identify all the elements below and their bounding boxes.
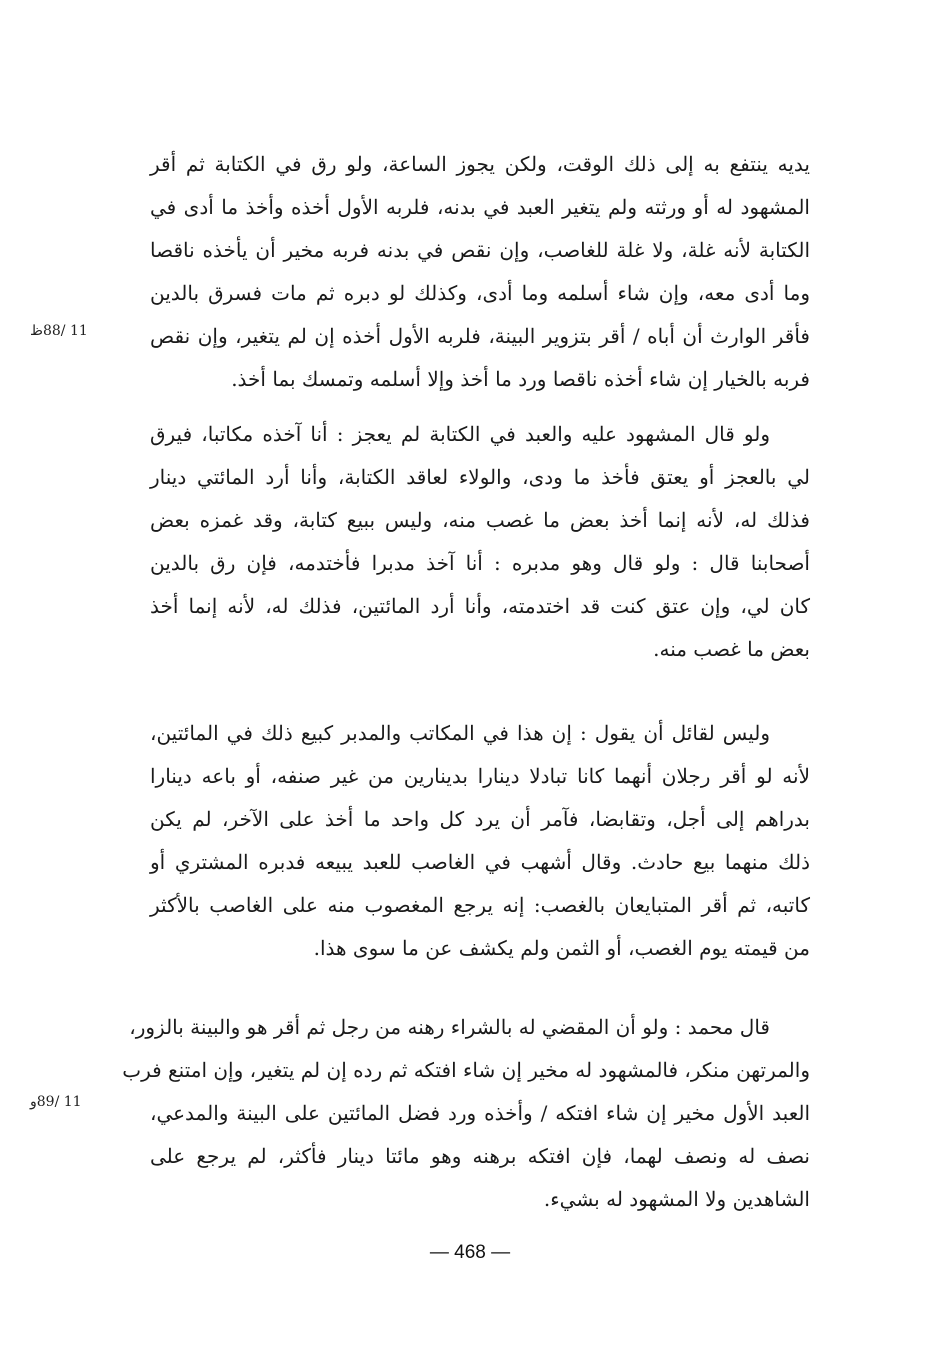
text-line: العبد الأول مخير إن شاء افتكه / وأخذه ورد فضل المائتين على البينة والمدعي، <box>150 1101 810 1125</box>
text-line: فذلك له، لأنه إنما أخذ بعض ما غصب منه، وليس ببيع كتابة، وقد غمزه بعض <box>150 508 810 532</box>
text-line: وليس لقائل أن يقول : إن هذا في المكاتب والمدبر كبيع ذلك في المائتين، <box>150 721 770 745</box>
text-line: قال محمد : ولو أن المقضي له بالشراء رهنه من رجل ثم أقر هو والبينة بالزور، <box>129 1015 770 1039</box>
margin-folio-note: 11 /88ظ <box>30 323 88 339</box>
text-line: يديه ينتفع به إلى ذلك الوقت، ولكن يجوز الساعة، ولو رق في الكتابة ثم أقر <box>150 152 810 176</box>
text-line: لأنه لو أقر رجلان أنهما كانا تبادلا دينارا بدينارين من غير صنفه، أو باعه دينارا <box>150 764 810 788</box>
text-line: الشاهدين ولا المشهود له بشيء. <box>543 1187 810 1211</box>
text-line: كاتبه، ثم أقر المتبايعان بالغصب: إنه يرجع المغصوب منه على الغاصب بالأكثر <box>150 893 810 917</box>
text-line: فربه بالخيار إن شاء أخذه ناقصا ورد ما أخذ وإلا أسلمه وتمسك بما أخذ. <box>231 367 810 391</box>
paragraph-3 <box>150 712 810 970</box>
text-line: والمرتهن منكر، فالمشهود له مخير إن شاء افتكه ثم رده إن لم يتغير، وإن امتنع فرب <box>122 1058 810 1082</box>
text-line: وما أدى معه، وإن شاء أسلمه وما أدى، وكذلك لو دبره ثم مات فسرق بالدين <box>150 281 810 305</box>
text-line: ولو قال المشهود عليه والعبد في الكتابة لم يعجز : أنا آخذه مكاتبا، فيرق <box>150 422 771 446</box>
text-line: أصحابنا قال : ولو قال وهو مدبره : أنا آخذ مدبرا فأختدمه، فإن رق بالدين <box>150 551 810 575</box>
text-line: المشهود له أو ورثته ولم يتغير العبد في بدنه، فلربه الأول أخذه وأخذ ما أدى في <box>150 195 810 219</box>
text-line: ذلك منهما بيع حادث. وقال أشهب في الغاصب للعبد يبيعه فدبره المشتري أو <box>150 850 810 874</box>
paragraph-1 <box>150 143 810 401</box>
page-number: — 468 — <box>429 1242 511 1263</box>
paragraph-4 <box>122 1006 810 1221</box>
text-line: نصف له ونصف لهما، فإن افتكه برهنه وهو مائتا دينار فأكثر، لم يرجع على <box>150 1144 810 1168</box>
margin-folio-note: 11 /89و <box>30 1094 82 1110</box>
text-line: فأقر الوارث أن أباه / أقر بتزوير البينة، فلربه الأول أخذه إن لم يتغير، وإن نقص <box>150 324 810 348</box>
text-line: الكتابة لأنه غلة، ولا غلة للغاصب، وإن نقص في بدنه فربه مخير أن يأخذه ناقصا <box>150 238 810 262</box>
text-line: كان لي، وإن عتق كنت قد اختدمته، وأنا أرد المائتين، فذلك له، لأنه إنما أخذ <box>150 594 810 618</box>
text-line: بدراهم إلى أجل، وتقابضا، فآمر أن يرد كل واحد ما أخذ على الآخر، لم يكن <box>150 807 810 831</box>
paragraph-2 <box>150 413 810 671</box>
text-line: من قيمته يوم الغصب، أو الثمن ولم يكشف عن ما سوى هذا. <box>313 936 810 960</box>
text-line: بعض ما غصب منه. <box>653 637 810 661</box>
text-line: لي بالعجز أو يعتق فأخذ ما ودى، والولاء لعاقد الكتابة، وأنا أرد المائتي دينار <box>150 465 810 489</box>
